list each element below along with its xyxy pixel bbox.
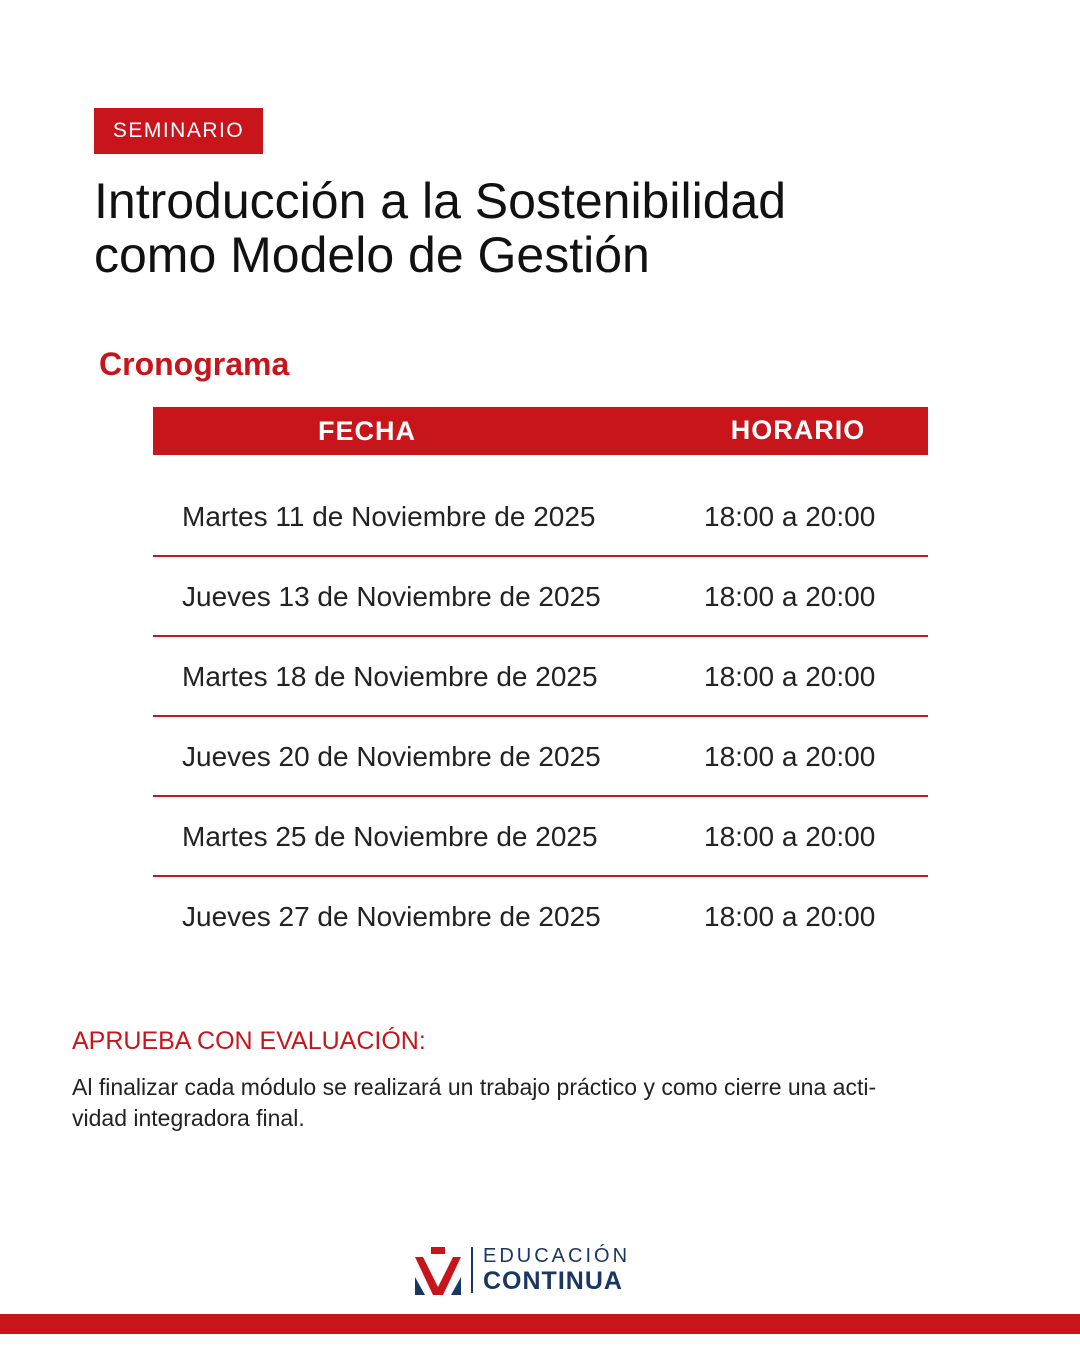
row-date: Martes 25 de Noviembre de 2025: [182, 821, 598, 852]
evaluation-text-line-2: vidad integradora final.: [72, 1105, 305, 1131]
schedule-table-header: [153, 407, 928, 455]
evaluation-label: APRUEBA CON EVALUACIÓN:: [72, 1027, 426, 1055]
column-header-date: FECHA: [318, 416, 416, 446]
evaluation-text: [72, 1072, 1007, 1134]
table-row: [153, 797, 928, 877]
row-date: Martes 18 de Noviembre de 2025: [182, 661, 598, 692]
logo-divider: [471, 1247, 473, 1293]
educacion-continua-logo: [413, 1245, 653, 1299]
table-row: [153, 877, 928, 955]
evaluation-text-line-1: Al finalizar cada módulo se realizará un trabajo práctico y como cierre una acti-: [72, 1074, 877, 1100]
row-date: Jueves 27 de Noviembre de 2025: [182, 901, 601, 932]
row-date: Jueves 13 de Noviembre de 2025: [182, 581, 601, 612]
row-time: 18:00 a 20:00: [704, 821, 876, 852]
row-date: Martes 11 de Noviembre de 2025: [182, 501, 596, 532]
row-time: 18:00 a 20:00: [704, 661, 876, 692]
institution-logo-icon: [413, 1247, 463, 1295]
page-title: [94, 174, 994, 282]
row-time: 18:00 a 20:00: [704, 581, 876, 612]
footer-bar: [0, 1314, 1080, 1334]
row-time: 18:00 a 20:00: [704, 901, 876, 932]
column-header-time: HORARIO: [730, 415, 866, 445]
table-row: [153, 557, 928, 637]
schedule-table: [153, 407, 928, 955]
table-row: [153, 717, 928, 797]
seminar-badge: SEMINARIO: [94, 108, 263, 154]
schedule-heading: Cronograma: [99, 346, 290, 382]
title-line-2: como Modelo de Gestión: [94, 227, 650, 283]
logo-text-bottom: CONTINUA: [483, 1267, 623, 1295]
table-row: [153, 477, 928, 557]
logo-text-top: EDUCACIÓN: [483, 1245, 631, 1267]
title-line-1: Introducción a la Sostenibilidad: [94, 173, 787, 229]
table-row: [153, 637, 928, 717]
row-time: 18:00 a 20:00: [704, 501, 876, 532]
row-time: 18:00 a 20:00: [704, 741, 876, 772]
row-date: Jueves 20 de Noviembre de 2025: [182, 741, 601, 772]
